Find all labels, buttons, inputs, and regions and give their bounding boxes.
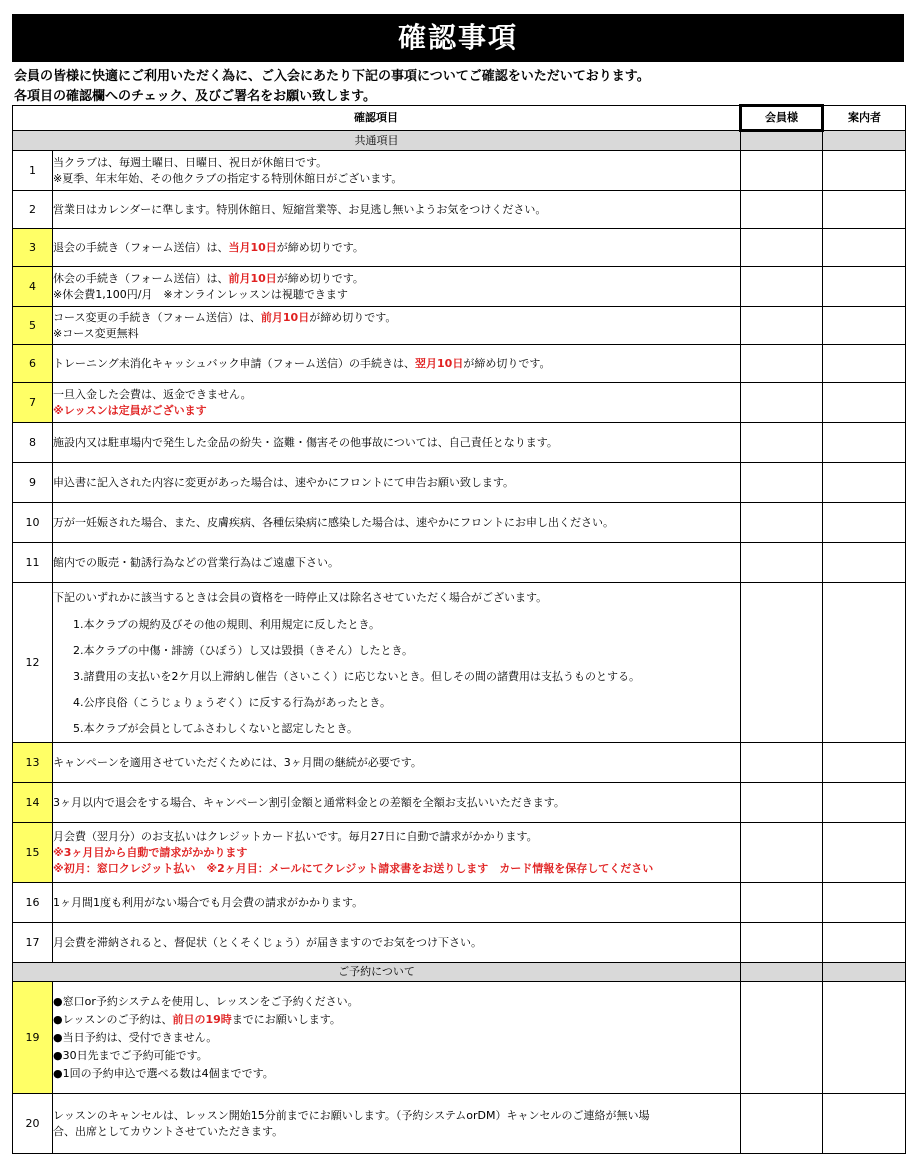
member-check-cell[interactable] — [741, 423, 823, 463]
member-check-cell[interactable] — [741, 383, 823, 423]
page-title: 確認事項 — [12, 14, 904, 62]
member-check-cell[interactable] — [741, 267, 823, 307]
sub-item: 5.本クラブが会員としてふさわしくないと認定したとき。 — [73, 721, 359, 735]
guide-check-cell[interactable] — [823, 151, 906, 191]
guide-check-cell[interactable] — [823, 583, 906, 743]
table-row — [13, 543, 906, 583]
guide-check-cell[interactable] — [823, 982, 906, 1094]
row-text: コース変更の手続き（フォーム送信）は、前月10日が締め切りです。 ※コース変更無料 — [53, 307, 741, 345]
row-number: 20 — [13, 1094, 53, 1154]
guide-check-cell[interactable] — [823, 543, 906, 583]
member-check-cell[interactable] — [741, 543, 823, 583]
table-header-row — [13, 106, 906, 131]
table-row — [13, 229, 906, 267]
guide-check-cell[interactable] — [823, 503, 906, 543]
member-check-cell[interactable] — [741, 743, 823, 783]
table-row — [13, 463, 906, 503]
row-number: 19 — [13, 982, 53, 1094]
table-row — [13, 423, 906, 463]
table-row — [13, 1094, 906, 1154]
member-check-cell[interactable] — [741, 823, 823, 883]
table-row — [13, 151, 906, 191]
member-check-cell[interactable] — [741, 883, 823, 923]
member-check-cell[interactable] — [741, 783, 823, 823]
row-text: 営業日はカレンダーに準します。特別休館日、短縮営業等、お見逃し無いようお気をつけください。 — [53, 191, 741, 229]
row-text: ●窓口or予約システムを使用し、レッスンをご予約ください。 ●レッスンのご予約は、前日の19時までにお願いします。 ●当日予約は、受付できません。 ●30日先までご予約可能です。 ●1回の予約申込で選べる数は4個までです。 — [53, 982, 741, 1094]
row-text: 月会費を滞納されると、督促状（とくそくじょう）が届きますのでお気をつけ下さい。 — [53, 923, 741, 963]
guide-check-cell[interactable] — [823, 307, 906, 345]
row-text: 月会費（翌月分）のお支払いはクレジットカード払いです。毎月27日に自動で請求がかかります。 ※3ヶ月目から自動で請求がかかります ※初月：窓口クレジット払い ※2ヶ月目：メールにてクレジット請求書をお送りします カード情報を保存してください — [53, 823, 741, 883]
table-row — [13, 267, 906, 307]
member-check-cell[interactable] — [741, 151, 823, 191]
col-header-guide: 案内者 — [823, 106, 906, 131]
row-number: 6 — [13, 345, 53, 383]
row-text: 退会の手続き（フォーム送信）は、当月10日が締め切りです。 — [53, 229, 741, 267]
row-number: 3 — [13, 229, 53, 267]
row-text: 3ヶ月以内で退会をする場合、キャンペーン割引金額と通常料金との差額を全額お支払いいただきます。 — [53, 783, 741, 823]
guide-check-cell[interactable] — [823, 463, 906, 503]
section-row-common — [13, 131, 906, 151]
table-row — [13, 383, 906, 423]
member-check-cell[interactable] — [741, 583, 823, 743]
guide-check-cell[interactable] — [823, 1094, 906, 1154]
row-number: 17 — [13, 923, 53, 963]
row-text: 申込書に記入された内容に変更があった場合は、速やかにフロントにて申告お願い致します。 — [53, 463, 741, 503]
member-check-cell[interactable] — [741, 191, 823, 229]
section-title-reservation: ご予約について — [13, 963, 741, 982]
confirmation-table — [12, 104, 906, 1154]
guide-check-cell[interactable] — [823, 743, 906, 783]
row-text: 一旦入金した会費は、返金できません。 ※レッスンは定員がございます — [53, 383, 741, 423]
row-number: 16 — [13, 883, 53, 923]
table-row — [13, 345, 906, 383]
table-row — [13, 923, 906, 963]
row-text: 施設内又は駐車場内で発生した金品の紛失・盗難・傷害その他事故については、自己責任となります。 — [53, 423, 741, 463]
table-row — [13, 982, 906, 1094]
guide-check-cell[interactable] — [823, 229, 906, 267]
row-text: 1ヶ月間1度も利用がない場合でも月会費の請求がかかります。 — [53, 883, 741, 923]
row-number: 9 — [13, 463, 53, 503]
row-number: 4 — [13, 267, 53, 307]
guide-check-cell[interactable] — [823, 923, 906, 963]
guide-check-cell[interactable] — [823, 823, 906, 883]
row-number: 14 — [13, 783, 53, 823]
row-number: 15 — [13, 823, 53, 883]
row-number: 11 — [13, 543, 53, 583]
table-row — [13, 883, 906, 923]
table-row — [13, 743, 906, 783]
row-number: 13 — [13, 743, 53, 783]
section-row-reservation — [13, 963, 906, 982]
member-check-cell[interactable] — [741, 345, 823, 383]
row-text: 館内での販売・勧誘行為などの営業行為はご遠慮下さい。 — [53, 543, 741, 583]
member-check-cell[interactable] — [741, 982, 823, 1094]
row-text: トレーニング未消化キャッシュバック申請（フォーム送信）の手続きは、翌月10日が締め切りです。 — [53, 345, 741, 383]
row-text: 休会の手続き（フォーム送信）は、前月10日が締め切りです。 ※休会費1,100円/月 ※オンラインレッスンは視聴できます — [53, 267, 741, 307]
table-row — [13, 503, 906, 543]
guide-check-cell[interactable] — [823, 345, 906, 383]
col-header-items: 確認項目 — [13, 106, 741, 131]
row-number: 12 — [13, 583, 53, 743]
table-row — [13, 583, 906, 743]
section-title-common: 共通項目 — [13, 131, 741, 151]
row-number: 5 — [13, 307, 53, 345]
member-check-cell[interactable] — [741, 229, 823, 267]
guide-check-cell[interactable] — [823, 423, 906, 463]
member-check-cell[interactable] — [741, 307, 823, 345]
table-row — [13, 783, 906, 823]
row-text: 当クラブは、毎週土曜日、日曜日、祝日が休館日です。 ※夏季、年末年始、その他クラブの指定する特別休館日がございます。 — [53, 151, 741, 191]
row-number: 2 — [13, 191, 53, 229]
row-number: 7 — [13, 383, 53, 423]
col-header-member: 会員様 — [741, 106, 823, 131]
member-check-cell[interactable] — [741, 463, 823, 503]
row-number: 10 — [13, 503, 53, 543]
intro-line-1: 会員の皆様に快適にご利用いただく為に、ご入会にあたり下記の事項についてご確認をいただいております。 — [14, 69, 650, 84]
sub-item: 2.本クラブの中傷・誹謗（ひぼう）し又は毀損（きそん）したとき。 — [73, 643, 414, 657]
row-number: 1 — [13, 151, 53, 191]
row-text: レッスンのキャンセルは、レッスン開始15分前までにお願いします。（予約システムorDM）キャンセルのご連絡が無い場 合、出席としてカウントさせていただきます。 — [53, 1094, 741, 1154]
table-row — [13, 823, 906, 883]
guide-check-cell[interactable] — [823, 883, 906, 923]
guide-check-cell[interactable] — [823, 267, 906, 307]
sub-item: 4.公序良俗（こうじょりょうぞく）に反する行為があったとき。 — [73, 695, 391, 709]
guide-check-cell[interactable] — [823, 783, 906, 823]
row-number: 8 — [13, 423, 53, 463]
table-row — [13, 191, 906, 229]
row-text: 下記のいずれかに該当するときは会員の資格を一時停止又は除名させていただく場合がございます。 1.本クラブの規約及びその他の規則、利用規定に反したとき。 2.本クラブの中傷・誹謗（ひぼう）し又は毀損（きそん）したとき。 3.諸費用の支払いを2ケ月以上滞納し催告（さいこく）に応じないとき。但しその間の諸費用は支払うものとする。 4.公序良俗（こうじょりょうぞく）に反する行為があったとき。 5.本クラブが会員としてふさわしくないと認定したとき。 — [53, 583, 741, 743]
sub-item: 3.諸費用の支払いを2ケ月以上滞納し催告（さいこく）に応じないとき。但しその間の諸費用は支払うものとする。 — [73, 669, 641, 683]
intro-line-2: 各項目の確認欄へのチェック、及びご署名をお願い致します。 — [14, 89, 377, 104]
guide-check-cell[interactable] — [823, 191, 906, 229]
member-check-cell[interactable] — [741, 1094, 823, 1154]
guide-check-cell[interactable] — [823, 383, 906, 423]
member-check-cell[interactable] — [741, 503, 823, 543]
table-row — [13, 307, 906, 345]
member-check-cell[interactable] — [741, 923, 823, 963]
row-text: 万が一妊娠された場合、また、皮膚疾病、各種伝染病に感染した場合は、速やかにフロントにお申し出ください。 — [53, 503, 741, 543]
row-text: キャンペーンを適用させていただくためには、3ヶ月間の継続が必要です。 — [53, 743, 741, 783]
sub-item: 1.本クラブの規約及びその他の規則、利用規定に反したとき。 — [73, 617, 381, 631]
